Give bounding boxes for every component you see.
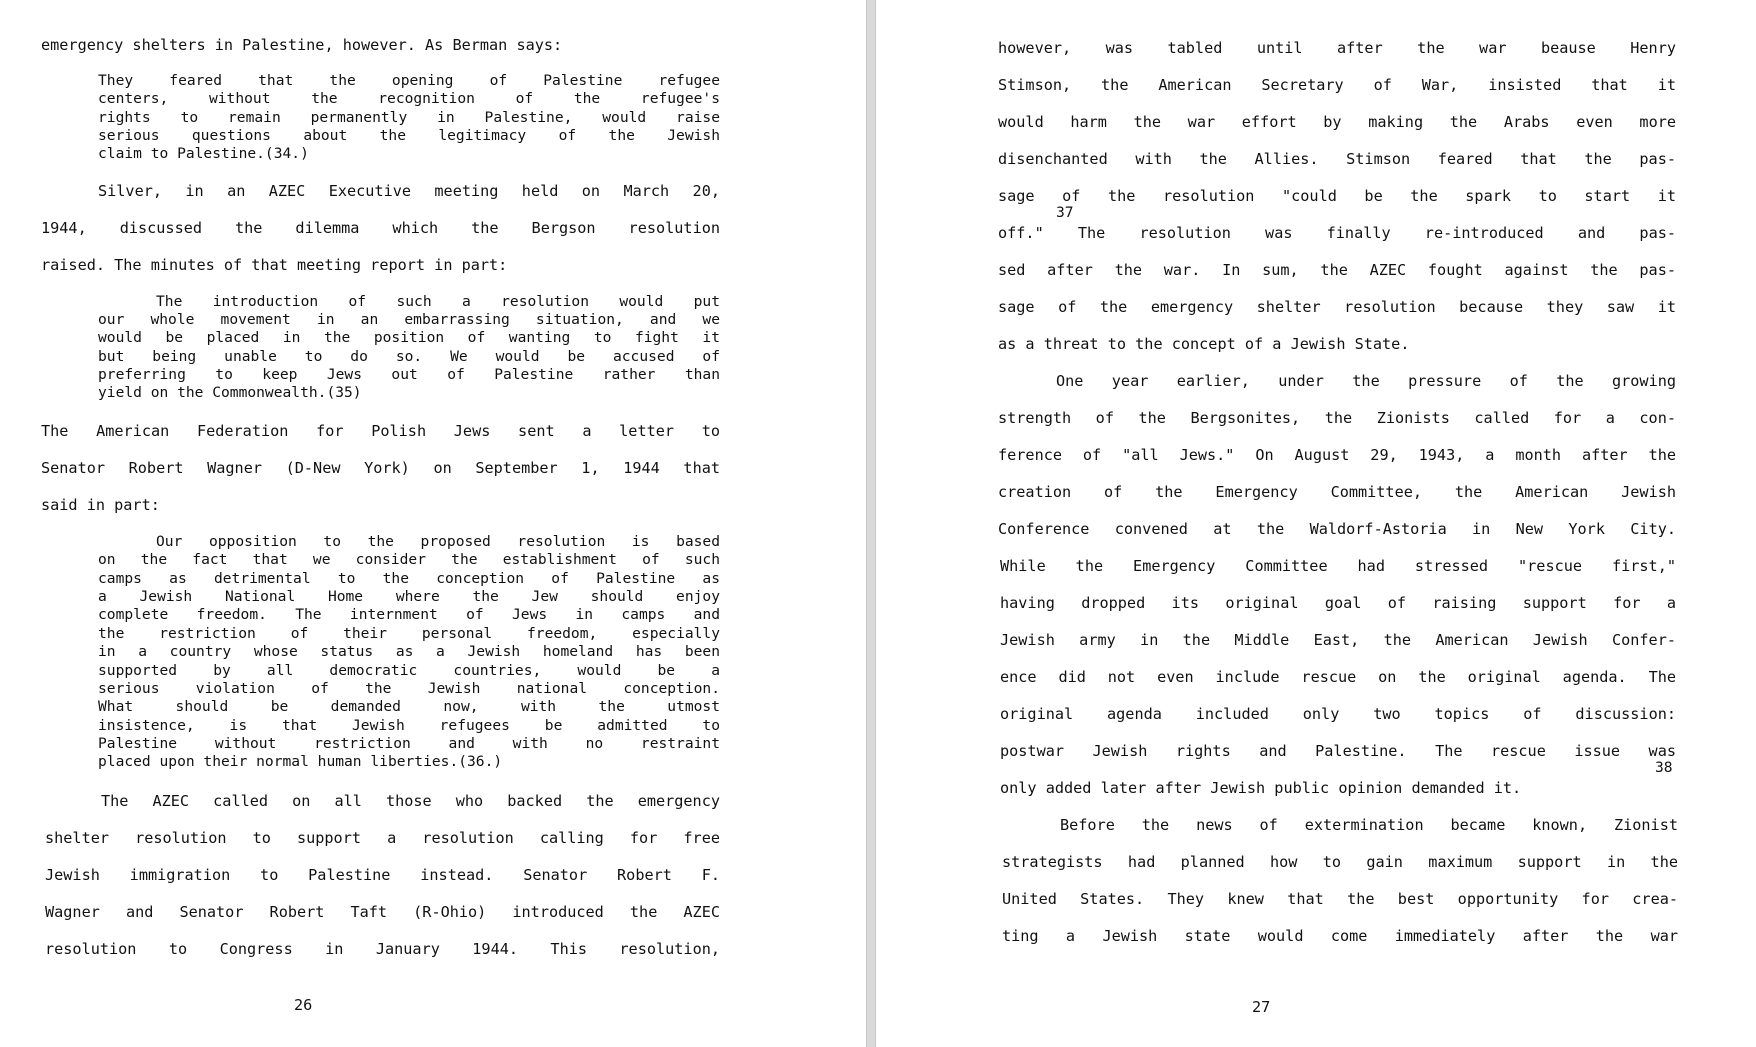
block-quote-line: centers, without the recognition of the refugee's <box>98 90 720 107</box>
page-number: 27 <box>1252 998 1271 1016</box>
text-line: The AZEC called on all those who backed the emergency <box>101 792 720 810</box>
block-quote-line: What should be demanded now, with the utmost <box>98 698 720 715</box>
text-line: While the Emergency Committee had stressed "rescue first," <box>1000 557 1676 575</box>
text-line: One year earlier, under the pressure of the growing <box>1056 372 1676 390</box>
text-line: sage of the emergency shelter resolution because they saw it <box>998 298 1676 316</box>
block-quote-line: claim to Palestine.(34.) <box>98 145 309 162</box>
document-page-left <box>0 0 866 1047</box>
text-line: would harm the war effort by making the Arabs even more <box>998 113 1676 131</box>
block-quote-line: camps as detrimental to the conception of Palestine as <box>98 570 720 587</box>
text-line: postwar Jewish rights and Palestine. The rescue issue was <box>1000 742 1676 760</box>
footnote-marker: 38 <box>1655 759 1673 776</box>
block-quote-line: The introduction of such a resolution would put <box>156 293 720 310</box>
block-quote-line: Our opposition to the proposed resolution is based <box>156 533 720 550</box>
page-divider <box>866 0 876 1047</box>
text-line: Before the news of extermination became known, Zionist <box>1060 816 1678 834</box>
text-line: having dropped its original goal of raising support for a <box>1000 594 1676 612</box>
block-quote-line: on the fact that we consider the establishment of such <box>98 551 720 568</box>
text-line: original agenda included only two topics of discussion: <box>1000 705 1676 723</box>
block-quote-line: would be placed in the position of wanting to fight it <box>98 329 720 346</box>
text-line: strategists had planned how to gain maximum support in the <box>1002 853 1678 871</box>
text-line: shelter resolution to support a resolution calling for free <box>45 829 720 847</box>
block-quote-line: insistence, is that Jewish refugees be admitted to <box>98 717 720 734</box>
text-line: ference of "all Jews." On August 29, 1943, a month after the <box>998 446 1676 464</box>
block-quote-line: preferring to keep Jews out of Palestine rather than <box>98 366 720 383</box>
footnote-marker: 37 <box>1056 204 1074 221</box>
text-line: The American Federation for Polish Jews sent a letter to <box>41 422 720 440</box>
text-line: sed after the war. In sum, the AZEC fought against the pas- <box>998 261 1676 279</box>
text-line: Stimson, the American Secretary of War, insisted that it <box>998 76 1676 94</box>
block-quote-line: Palestine without restriction and with no restraint <box>98 735 720 752</box>
text-line: resolution to Congress in January 1944. This resolution, <box>45 940 720 958</box>
text-line: 1944, discussed the dilemma which the Bergson resolution <box>41 219 720 237</box>
block-quote-line: placed upon their normal human liberties.(36.) <box>98 753 503 770</box>
text-line: said in part: <box>41 496 160 514</box>
text-line: raised. The minutes of that meeting report in part: <box>41 256 508 274</box>
text-line: disenchanted with the Allies. Stimson feared that the pas- <box>998 150 1676 168</box>
text-line: Wagner and Senator Robert Taft (R-Ohio) introduced the AZEC <box>45 903 720 921</box>
text-line: Jewish immigration to Palestine instead. Senator Robert F. <box>45 866 720 884</box>
text-line: creation of the Emergency Committee, the American Jewish <box>998 483 1676 501</box>
page-number: 26 <box>294 996 313 1014</box>
document-page-right <box>876 0 1756 1047</box>
block-quote-line: serious violation of the Jewish national conception. <box>98 680 720 697</box>
block-quote-line: serious questions about the legitimacy of the Jewish <box>98 127 720 144</box>
text-line: off." The resolution was finally re-introduced and pas- <box>998 224 1676 242</box>
block-quote-line: but being unable to do so. We would be accused of <box>98 348 720 365</box>
text-line: emergency shelters in Palestine, however. As Berman says: <box>41 36 563 54</box>
block-quote-line: yield on the Commonwealth.(35) <box>98 384 362 401</box>
text-line: as a threat to the concept of a Jewish State. <box>998 335 1410 353</box>
text-line: only added later after Jewish public opinion demanded it. <box>1000 779 1522 797</box>
text-line: Senator Robert Wagner (D-New York) on September 1, 1944 that <box>41 459 720 477</box>
block-quote-line: supported by all democratic countries, would be a <box>98 662 720 679</box>
block-quote-line: in a country whose status as a Jewish homeland has been <box>98 643 720 660</box>
text-line: Jewish army in the Middle East, the American Jewish Confer- <box>1000 631 1676 649</box>
block-quote-line: a Jewish National Home where the Jew should enjoy <box>98 588 720 605</box>
block-quote-line: complete freedom. The internment of Jews in camps and <box>98 606 720 623</box>
text-line: Silver, in an AZEC Executive meeting held on March 20, <box>98 182 720 200</box>
block-quote-line: They feared that the opening of Palestine refugee <box>98 72 720 89</box>
text-line: strength of the Bergsonites, the Zionists called for a con- <box>998 409 1676 427</box>
text-line: however, was tabled until after the war beause Henry <box>998 39 1676 57</box>
block-quote-line: rights to remain permanently in Palestine, would raise <box>98 109 720 126</box>
block-quote-line: the restriction of their personal freedom, especially <box>98 625 720 642</box>
text-line: sage of the resolution "could be the spark to start it <box>998 187 1676 205</box>
text-line: United States. They knew that the best opportunity for crea- <box>1002 890 1678 908</box>
text-line: ence did not even include rescue on the original agenda. The <box>1000 668 1676 686</box>
text-line: Conference convened at the Waldorf-Astoria in New York City. <box>998 520 1676 538</box>
text-line: ting a Jewish state would come immediately after the war <box>1002 927 1678 945</box>
block-quote-line: our whole movement in an embarrassing situation, and we <box>98 311 720 328</box>
